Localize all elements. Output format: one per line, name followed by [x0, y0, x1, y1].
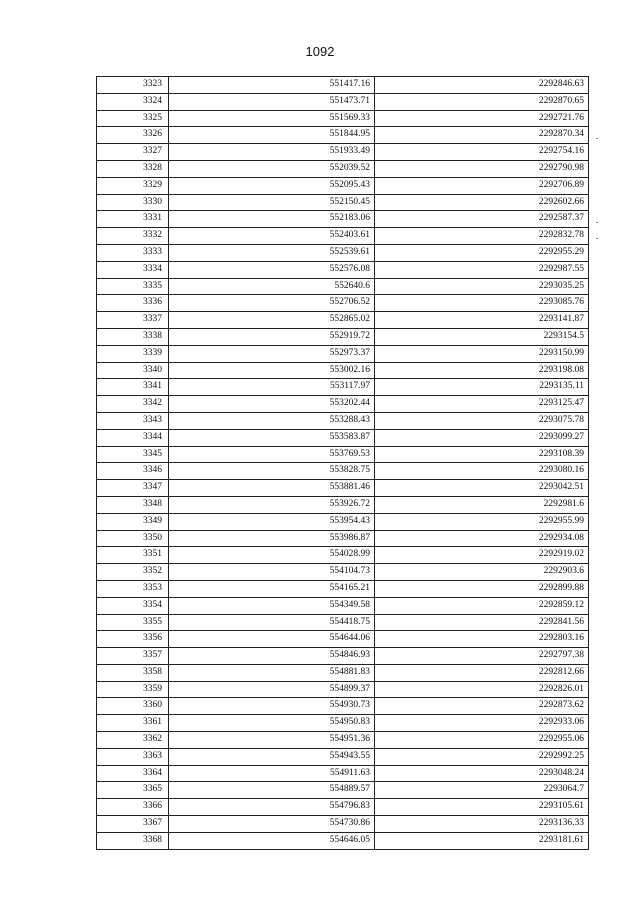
- point-number-cell: 3352: [97, 564, 169, 581]
- table-row: [97, 93, 589, 110]
- point-number-cell: 3358: [97, 664, 169, 681]
- y-coordinate-cell: 2292846.63: [375, 77, 589, 94]
- y-coordinate-cell: 2292706.89: [375, 177, 589, 194]
- point-number-cell: 3344: [97, 429, 169, 446]
- y-coordinate-cell: 2292754.16: [375, 144, 589, 161]
- x-coordinate-cell: 554950.83: [169, 715, 375, 732]
- table-row: [97, 597, 589, 614]
- table-row: [97, 782, 589, 799]
- y-coordinate-cell: 2293150.99: [375, 345, 589, 362]
- margin-speck: [596, 238, 598, 239]
- x-coordinate-cell: 554881.83: [169, 664, 375, 681]
- point-number-cell: 3326: [97, 127, 169, 144]
- x-coordinate-cell: 552640.6: [169, 278, 375, 295]
- table-row: [97, 580, 589, 597]
- point-number-cell: 3324: [97, 93, 169, 110]
- x-coordinate-cell: 554846.93: [169, 648, 375, 665]
- x-coordinate-cell: 552039.52: [169, 160, 375, 177]
- point-number-cell: 3355: [97, 614, 169, 631]
- point-number-cell: 3361: [97, 715, 169, 732]
- x-coordinate-cell: 552865.02: [169, 312, 375, 329]
- point-number-cell: 3353: [97, 580, 169, 597]
- x-coordinate-cell: 551569.33: [169, 110, 375, 127]
- point-number-cell: 3323: [97, 77, 169, 94]
- point-number-cell: 3331: [97, 211, 169, 228]
- coordinate-table-body: [97, 77, 589, 850]
- table-row: [97, 547, 589, 564]
- y-coordinate-cell: 2293135.11: [375, 379, 589, 396]
- point-number-cell: 3346: [97, 463, 169, 480]
- x-coordinate-cell: 553986.87: [169, 530, 375, 547]
- x-coordinate-cell: 553288.43: [169, 412, 375, 429]
- table-row: [97, 480, 589, 497]
- x-coordinate-cell: 554730.86: [169, 816, 375, 833]
- y-coordinate-cell: 2292826.01: [375, 681, 589, 698]
- table-row: [97, 429, 589, 446]
- point-number-cell: 3350: [97, 530, 169, 547]
- x-coordinate-cell: 553002.16: [169, 362, 375, 379]
- point-number-cell: 3325: [97, 110, 169, 127]
- table-row: [97, 698, 589, 715]
- x-coordinate-cell: 554644.06: [169, 631, 375, 648]
- table-row: [97, 110, 589, 127]
- x-coordinate-cell: 554796.83: [169, 799, 375, 816]
- x-coordinate-cell: 552973.37: [169, 345, 375, 362]
- point-number-cell: 3328: [97, 160, 169, 177]
- point-number-cell: 3368: [97, 832, 169, 849]
- point-number-cell: 3345: [97, 446, 169, 463]
- y-coordinate-cell: 2293141.87: [375, 312, 589, 329]
- point-number-cell: 3362: [97, 732, 169, 749]
- point-number-cell: 3343: [97, 412, 169, 429]
- y-coordinate-cell: 2292797.38: [375, 648, 589, 665]
- x-coordinate-cell: 554951.36: [169, 732, 375, 749]
- y-coordinate-cell: 2293035.25: [375, 278, 589, 295]
- y-coordinate-cell: 2293085.76: [375, 295, 589, 312]
- x-coordinate-cell: 553926.72: [169, 496, 375, 513]
- point-number-cell: 3359: [97, 681, 169, 698]
- y-coordinate-cell: 2292955.29: [375, 244, 589, 261]
- x-coordinate-cell: 553583.87: [169, 429, 375, 446]
- x-coordinate-cell: 553881.46: [169, 480, 375, 497]
- x-coordinate-cell: 554646.05: [169, 832, 375, 849]
- point-number-cell: 3340: [97, 362, 169, 379]
- table-row: [97, 681, 589, 698]
- table-row: [97, 664, 589, 681]
- table-row: [97, 765, 589, 782]
- y-coordinate-cell: 2292873.62: [375, 698, 589, 715]
- point-number-cell: 3334: [97, 261, 169, 278]
- y-coordinate-cell: 2293136.33: [375, 816, 589, 833]
- y-coordinate-cell: 2293105.61: [375, 799, 589, 816]
- x-coordinate-cell: 551933.49: [169, 144, 375, 161]
- point-number-cell: 3348: [97, 496, 169, 513]
- y-coordinate-cell: 2292899.88: [375, 580, 589, 597]
- point-number-cell: 3366: [97, 799, 169, 816]
- y-coordinate-cell: 2293080.16: [375, 463, 589, 480]
- y-coordinate-cell: 2292587.37: [375, 211, 589, 228]
- point-number-cell: 3335: [97, 278, 169, 295]
- table-row: [97, 261, 589, 278]
- y-coordinate-cell: 2293075.78: [375, 412, 589, 429]
- y-coordinate-cell: 2293125.47: [375, 396, 589, 413]
- table-row: [97, 362, 589, 379]
- table-row: [97, 496, 589, 513]
- y-coordinate-cell: 2293154.5: [375, 328, 589, 345]
- y-coordinate-cell: 2292832.78: [375, 228, 589, 245]
- point-number-cell: 3342: [97, 396, 169, 413]
- table-row: [97, 816, 589, 833]
- y-coordinate-cell: 2292870.65: [375, 93, 589, 110]
- x-coordinate-cell: 554349.58: [169, 597, 375, 614]
- coordinate-table: [96, 76, 589, 850]
- point-number-cell: 3357: [97, 648, 169, 665]
- page-number: 1092: [305, 44, 335, 59]
- point-number-cell: 3351: [97, 547, 169, 564]
- x-coordinate-cell: 554911.63: [169, 765, 375, 782]
- x-coordinate-cell: 554943.55: [169, 748, 375, 765]
- y-coordinate-cell: 2292992.25: [375, 748, 589, 765]
- table-row: [97, 748, 589, 765]
- table-row: [97, 446, 589, 463]
- y-coordinate-cell: 2292812.66: [375, 664, 589, 681]
- table-row: [97, 77, 589, 94]
- y-coordinate-cell: 2292841.56: [375, 614, 589, 631]
- y-coordinate-cell: 2292955.06: [375, 732, 589, 749]
- table-row: [97, 295, 589, 312]
- y-coordinate-cell: 2292903.6: [375, 564, 589, 581]
- x-coordinate-cell: 554028.99: [169, 547, 375, 564]
- y-coordinate-cell: 2292933.06: [375, 715, 589, 732]
- x-coordinate-cell: 554899.37: [169, 681, 375, 698]
- point-number-cell: 3332: [97, 228, 169, 245]
- y-coordinate-cell: 2292602.66: [375, 194, 589, 211]
- x-coordinate-cell: 552919.72: [169, 328, 375, 345]
- table-row: [97, 244, 589, 261]
- x-coordinate-cell: 551844.95: [169, 127, 375, 144]
- point-number-cell: 3363: [97, 748, 169, 765]
- x-coordinate-cell: 553828.75: [169, 463, 375, 480]
- table-row: [97, 345, 589, 362]
- x-coordinate-cell: 554930.73: [169, 698, 375, 715]
- point-number-cell: 3338: [97, 328, 169, 345]
- table-row: [97, 144, 589, 161]
- table-row: [97, 194, 589, 211]
- x-coordinate-cell: 552183.06: [169, 211, 375, 228]
- point-number-cell: 3367: [97, 816, 169, 833]
- point-number-cell: 3349: [97, 513, 169, 530]
- point-number-cell: 3347: [97, 480, 169, 497]
- coordinate-table-container: [96, 76, 588, 850]
- y-coordinate-cell: 2292803.16: [375, 631, 589, 648]
- point-number-cell: 3327: [97, 144, 169, 161]
- y-coordinate-cell: 2292859.12: [375, 597, 589, 614]
- x-coordinate-cell: 552576.08: [169, 261, 375, 278]
- margin-speck: [596, 222, 598, 223]
- y-coordinate-cell: 2292987.55: [375, 261, 589, 278]
- point-number-cell: 3341: [97, 379, 169, 396]
- x-coordinate-cell: 551417.16: [169, 77, 375, 94]
- x-coordinate-cell: 552706.52: [169, 295, 375, 312]
- x-coordinate-cell: 553202.44: [169, 396, 375, 413]
- table-row: [97, 715, 589, 732]
- table-row: [97, 732, 589, 749]
- point-number-cell: 3364: [97, 765, 169, 782]
- point-number-cell: 3329: [97, 177, 169, 194]
- y-coordinate-cell: 2293198.08: [375, 362, 589, 379]
- table-row: [97, 278, 589, 295]
- point-number-cell: 3354: [97, 597, 169, 614]
- table-row: [97, 648, 589, 665]
- x-coordinate-cell: 552403.61: [169, 228, 375, 245]
- x-coordinate-cell: 552095.43: [169, 177, 375, 194]
- table-row: [97, 312, 589, 329]
- table-row: [97, 396, 589, 413]
- table-row: [97, 127, 589, 144]
- table-row: [97, 463, 589, 480]
- point-number-cell: 3333: [97, 244, 169, 261]
- table-row: [97, 412, 589, 429]
- x-coordinate-cell: 553117.97: [169, 379, 375, 396]
- table-row: [97, 379, 589, 396]
- x-coordinate-cell: 554165.21: [169, 580, 375, 597]
- table-row: [97, 564, 589, 581]
- y-coordinate-cell: 2293042.51: [375, 480, 589, 497]
- point-number-cell: 3339: [97, 345, 169, 362]
- table-row: [97, 614, 589, 631]
- y-coordinate-cell: 2293099.27: [375, 429, 589, 446]
- y-coordinate-cell: 2293064.7: [375, 782, 589, 799]
- x-coordinate-cell: 552150.45: [169, 194, 375, 211]
- y-coordinate-cell: 2293048.24: [375, 765, 589, 782]
- x-coordinate-cell: 554889.57: [169, 782, 375, 799]
- x-coordinate-cell: 553769.53: [169, 446, 375, 463]
- x-coordinate-cell: 554104.73: [169, 564, 375, 581]
- y-coordinate-cell: 2292934.08: [375, 530, 589, 547]
- table-row: [97, 799, 589, 816]
- x-coordinate-cell: 553954.43: [169, 513, 375, 530]
- table-row: [97, 530, 589, 547]
- table-row: [97, 631, 589, 648]
- y-coordinate-cell: 2293108.39: [375, 446, 589, 463]
- y-coordinate-cell: 2292981.6: [375, 496, 589, 513]
- point-number-cell: 3337: [97, 312, 169, 329]
- point-number-cell: 3356: [97, 631, 169, 648]
- table-row: [97, 832, 589, 849]
- table-row: [97, 160, 589, 177]
- y-coordinate-cell: 2292721.76: [375, 110, 589, 127]
- table-row: [97, 328, 589, 345]
- y-coordinate-cell: 2292790.98: [375, 160, 589, 177]
- table-row: [97, 513, 589, 530]
- y-coordinate-cell: 2292955.99: [375, 513, 589, 530]
- x-coordinate-cell: 552539.61: [169, 244, 375, 261]
- table-row: [97, 211, 589, 228]
- margin-speck: [596, 138, 598, 139]
- y-coordinate-cell: 2292919.02: [375, 547, 589, 564]
- y-coordinate-cell: 2293181.61: [375, 832, 589, 849]
- table-row: [97, 228, 589, 245]
- x-coordinate-cell: 551473.71: [169, 93, 375, 110]
- point-number-cell: 3336: [97, 295, 169, 312]
- x-coordinate-cell: 554418.75: [169, 614, 375, 631]
- table-row: [97, 177, 589, 194]
- y-coordinate-cell: 2292870.34: [375, 127, 589, 144]
- point-number-cell: 3330: [97, 194, 169, 211]
- point-number-cell: 3365: [97, 782, 169, 799]
- point-number-cell: 3360: [97, 698, 169, 715]
